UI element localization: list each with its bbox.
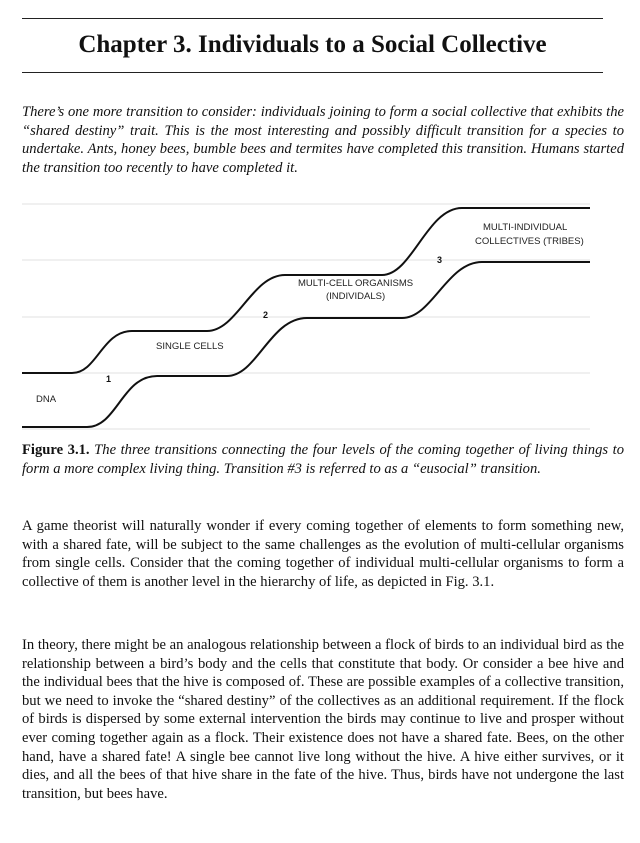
label-dna: DNA — [36, 394, 57, 405]
transition-2-marker: 2 — [263, 310, 269, 320]
chapter-title: Chapter 3. Individuals to a Social Collective — [78, 31, 547, 58]
label-multi-cell-1: MULTI-CELL ORGANISMS — [298, 278, 414, 289]
figure-caption-label: Figure 3.1. — [22, 442, 90, 458]
intro-paragraph: There’s one more transition to consider: individuals joining to form a social collective that exhibits the “shared destiny” trait. This is the most interesting and possibly difficult transition for a species to undertake. Ants, honey bees, bumble bees and termites have completed this transition. Humans started the transition too recently to have completed it. — [22, 104, 624, 176]
transition-3-marker: 3 — [437, 255, 443, 265]
body-paragraph-2: In theory, there might be an analogous relationship between a flock of birds to an individual bird as the relationship between a bird’s body and the cells that constitute that body. Or consider a bee hive and the individual bees that the hive is composed of. These are possible examples of a collective transition, but we need to invoke the “shared destiny” of the collectives as an additional requirement. If the flock of birds is dispersed by some external intervention the birds may continue to live and prosper without ever coming together again as a flock. Their existence does not have a shared fate. Bees, on the other hand, have a shared fate! A single bee cannot live long without the hive. A hive either survives, or it dies, and all the bees of that hive share in the fate of the hive. Thus, birds have not undergone the last transition, but bees have. — [22, 637, 624, 802]
figure-caption-text: The three transitions connecting the four levels of the coming together of living things to form a more complex living thing. Transition #3 is referred to as a “eusocial” transition. — [22, 442, 624, 477]
transition-diagram — [22, 200, 602, 436]
figure-caption — [22, 441, 624, 478]
label-multi-cell-2: (INDIVIDALS) — [326, 291, 386, 302]
top-rule — [22, 18, 603, 19]
figure-3-1 — [22, 200, 602, 436]
body-paragraph-1: A game theorist will naturally wonder if every coming together of elements to form something new, with a shared fate, will be subject to the same challenges as the evolution of multi-cellular organisms from single cells. Consider that the coming together of individual multi-cellular organisms to form a collective of them is another level in the hierarchy of life, as depicted in Fig. 3.1. — [22, 518, 624, 590]
label-single-cells: SINGLE CELLS — [156, 341, 224, 352]
label-multi-individual-1: MULTI-INDIVIDUAL — [483, 222, 568, 233]
transition-1-marker: 1 — [106, 374, 112, 384]
label-multi-individual-2: COLLECTIVES (TRIBES) — [475, 236, 584, 247]
title-rule — [22, 72, 603, 73]
